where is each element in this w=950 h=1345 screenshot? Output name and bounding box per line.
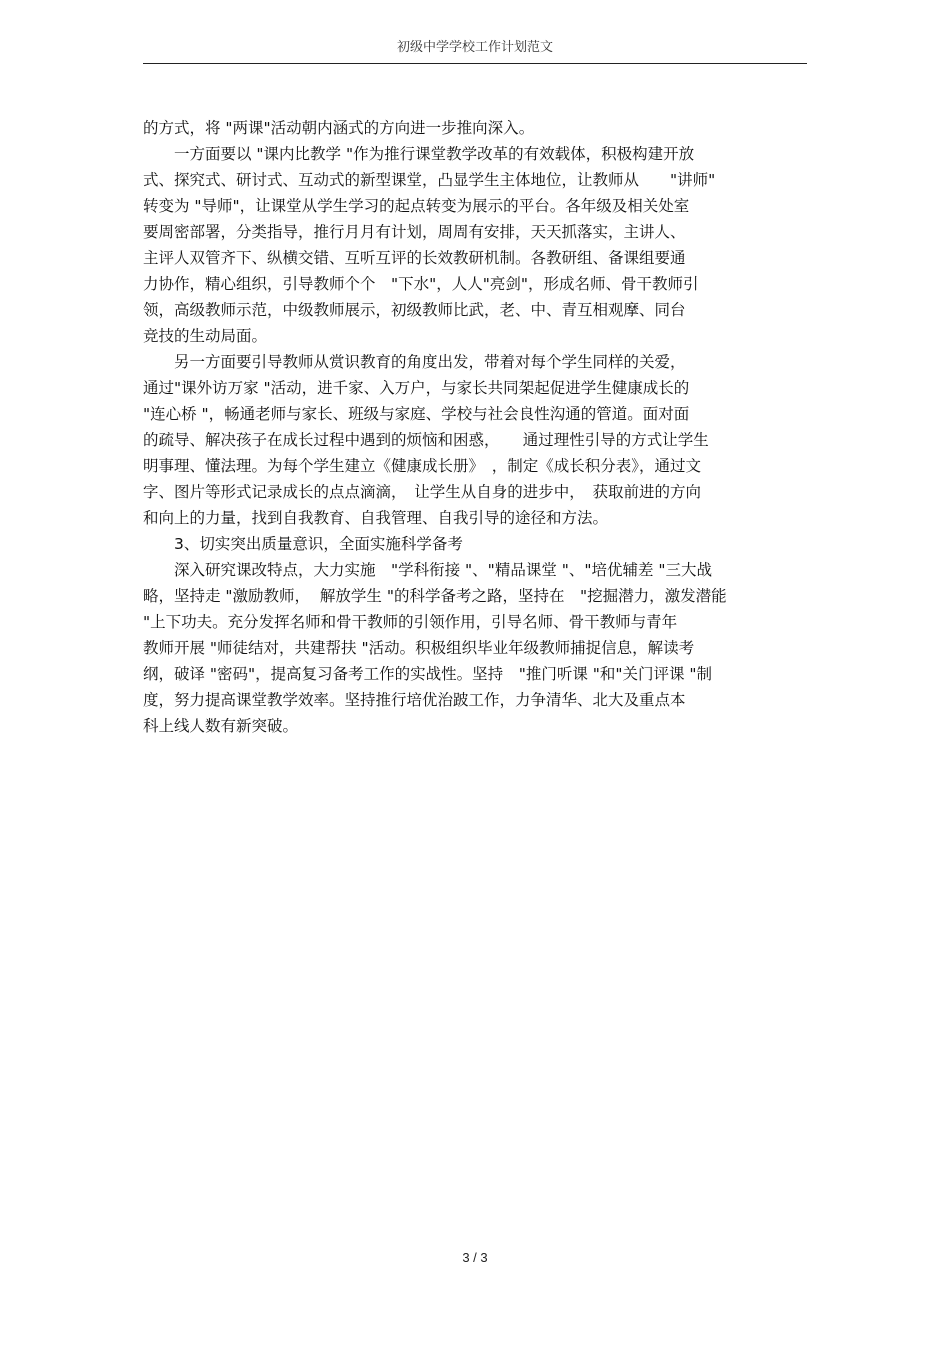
page-number: 3 / 3 [462,1250,488,1265]
text-line: 力协作，精心组织，引导教师个个 "下水"，人人"亮剑"，形成名师、骨干教师引 [143,275,699,293]
text-line: 教师开展 "师徒结对，共建帮扶 "活动。积极组织毕业年级教师捕捉信息，解读考 [143,639,695,657]
text-line: 深入研究课改特点，大力实施 "学科衔接 "、"精品课堂 "、"培优辅差 "三大战 [143,561,713,579]
text-line: 明事理、懂法理。为每个学生建立《健康成长册》 ，制定《成长积分表》，通过文 [143,457,702,475]
page-header [143,0,807,64]
text-line: 转变为 "导师"，让课堂从学生学习的起点转变为展示的平台。各年级及相关处室 [143,197,690,215]
section-heading: 3、切实突出质量意识，全面实施科学备考 [143,535,463,553]
text-line: 度，努力提高课堂教学效率。坚持推行培优治跛工作，力争清华、北大及重点本 [143,691,686,709]
text-line: 主评人双管齐下、纵横交错、互听互评的长效教研机制。各教研组、备课组要通 [143,249,686,267]
text-line: 另一方面要引导教师从赏识教育的角度出发，带着对每个学生同样的关爱， [143,353,686,371]
text-line: 略，坚持走 "激励教师， 解放学生 "的科学备考之路，坚持在 "挖掘潜力，激发潜能 [143,587,727,605]
text-line: 要周密部署，分类指导，推行月月有计划，周周有安排，天天抓落实，主讲人、 [143,223,686,241]
text-line: 纲，破译 "密码"，提高复习备考工作的实战性。坚持 "推门听课 "和"关门评课 "制 [143,665,713,683]
text-line: 竞技的生动局面。 [143,327,268,345]
text-line: 的疏导、解决孩子在成长过程中遇到的烦恼和困惑， 通过理性引导的方式让学生 [143,431,709,449]
text-line: "上下功夫。充分发挥名师和骨干教师的引领作用，引导名师、骨干教师与青年 [143,613,678,631]
text-line: 通过"课外访万家 "活动，进千家、入万户，与家长共同架起促进学生健康成长的 [143,379,690,397]
text-line: 字、图片等形式记录成长的点点滴滴， 让学生从自身的进步中， 获取前进的方向 [143,483,702,501]
document-body [143,115,823,739]
document-title: 初级中学学校工作计划范文 [396,40,553,55]
text-line: "连心桥 "，畅通老师与家长、班级与家庭、学校与社会良性沟通的管道。面对面 [143,405,690,423]
text-line: 领，高级教师示范，中级教师展示，初级教师比武，老、中、青互相观摩、同台 [143,301,686,319]
text-line: 一方面要以 "课内比教学 "作为推行课堂教学改革的有效载体，积极构建开放 [143,145,695,163]
text-line: 和向上的力量，找到自我教育、自我管理、自我引导的途径和方法。 [143,509,609,527]
text-line: 式、探究式、研讨式、互动式的新型课堂，凸显学生主体地位，让教师从 "讲师" [143,171,716,189]
header-divider [143,63,807,64]
text-line: 科上线人数有新突破。 [143,717,299,735]
text-line: 的方式，将 "两课"活动朝内涵式的方向进一步推向深入。 [143,119,535,137]
